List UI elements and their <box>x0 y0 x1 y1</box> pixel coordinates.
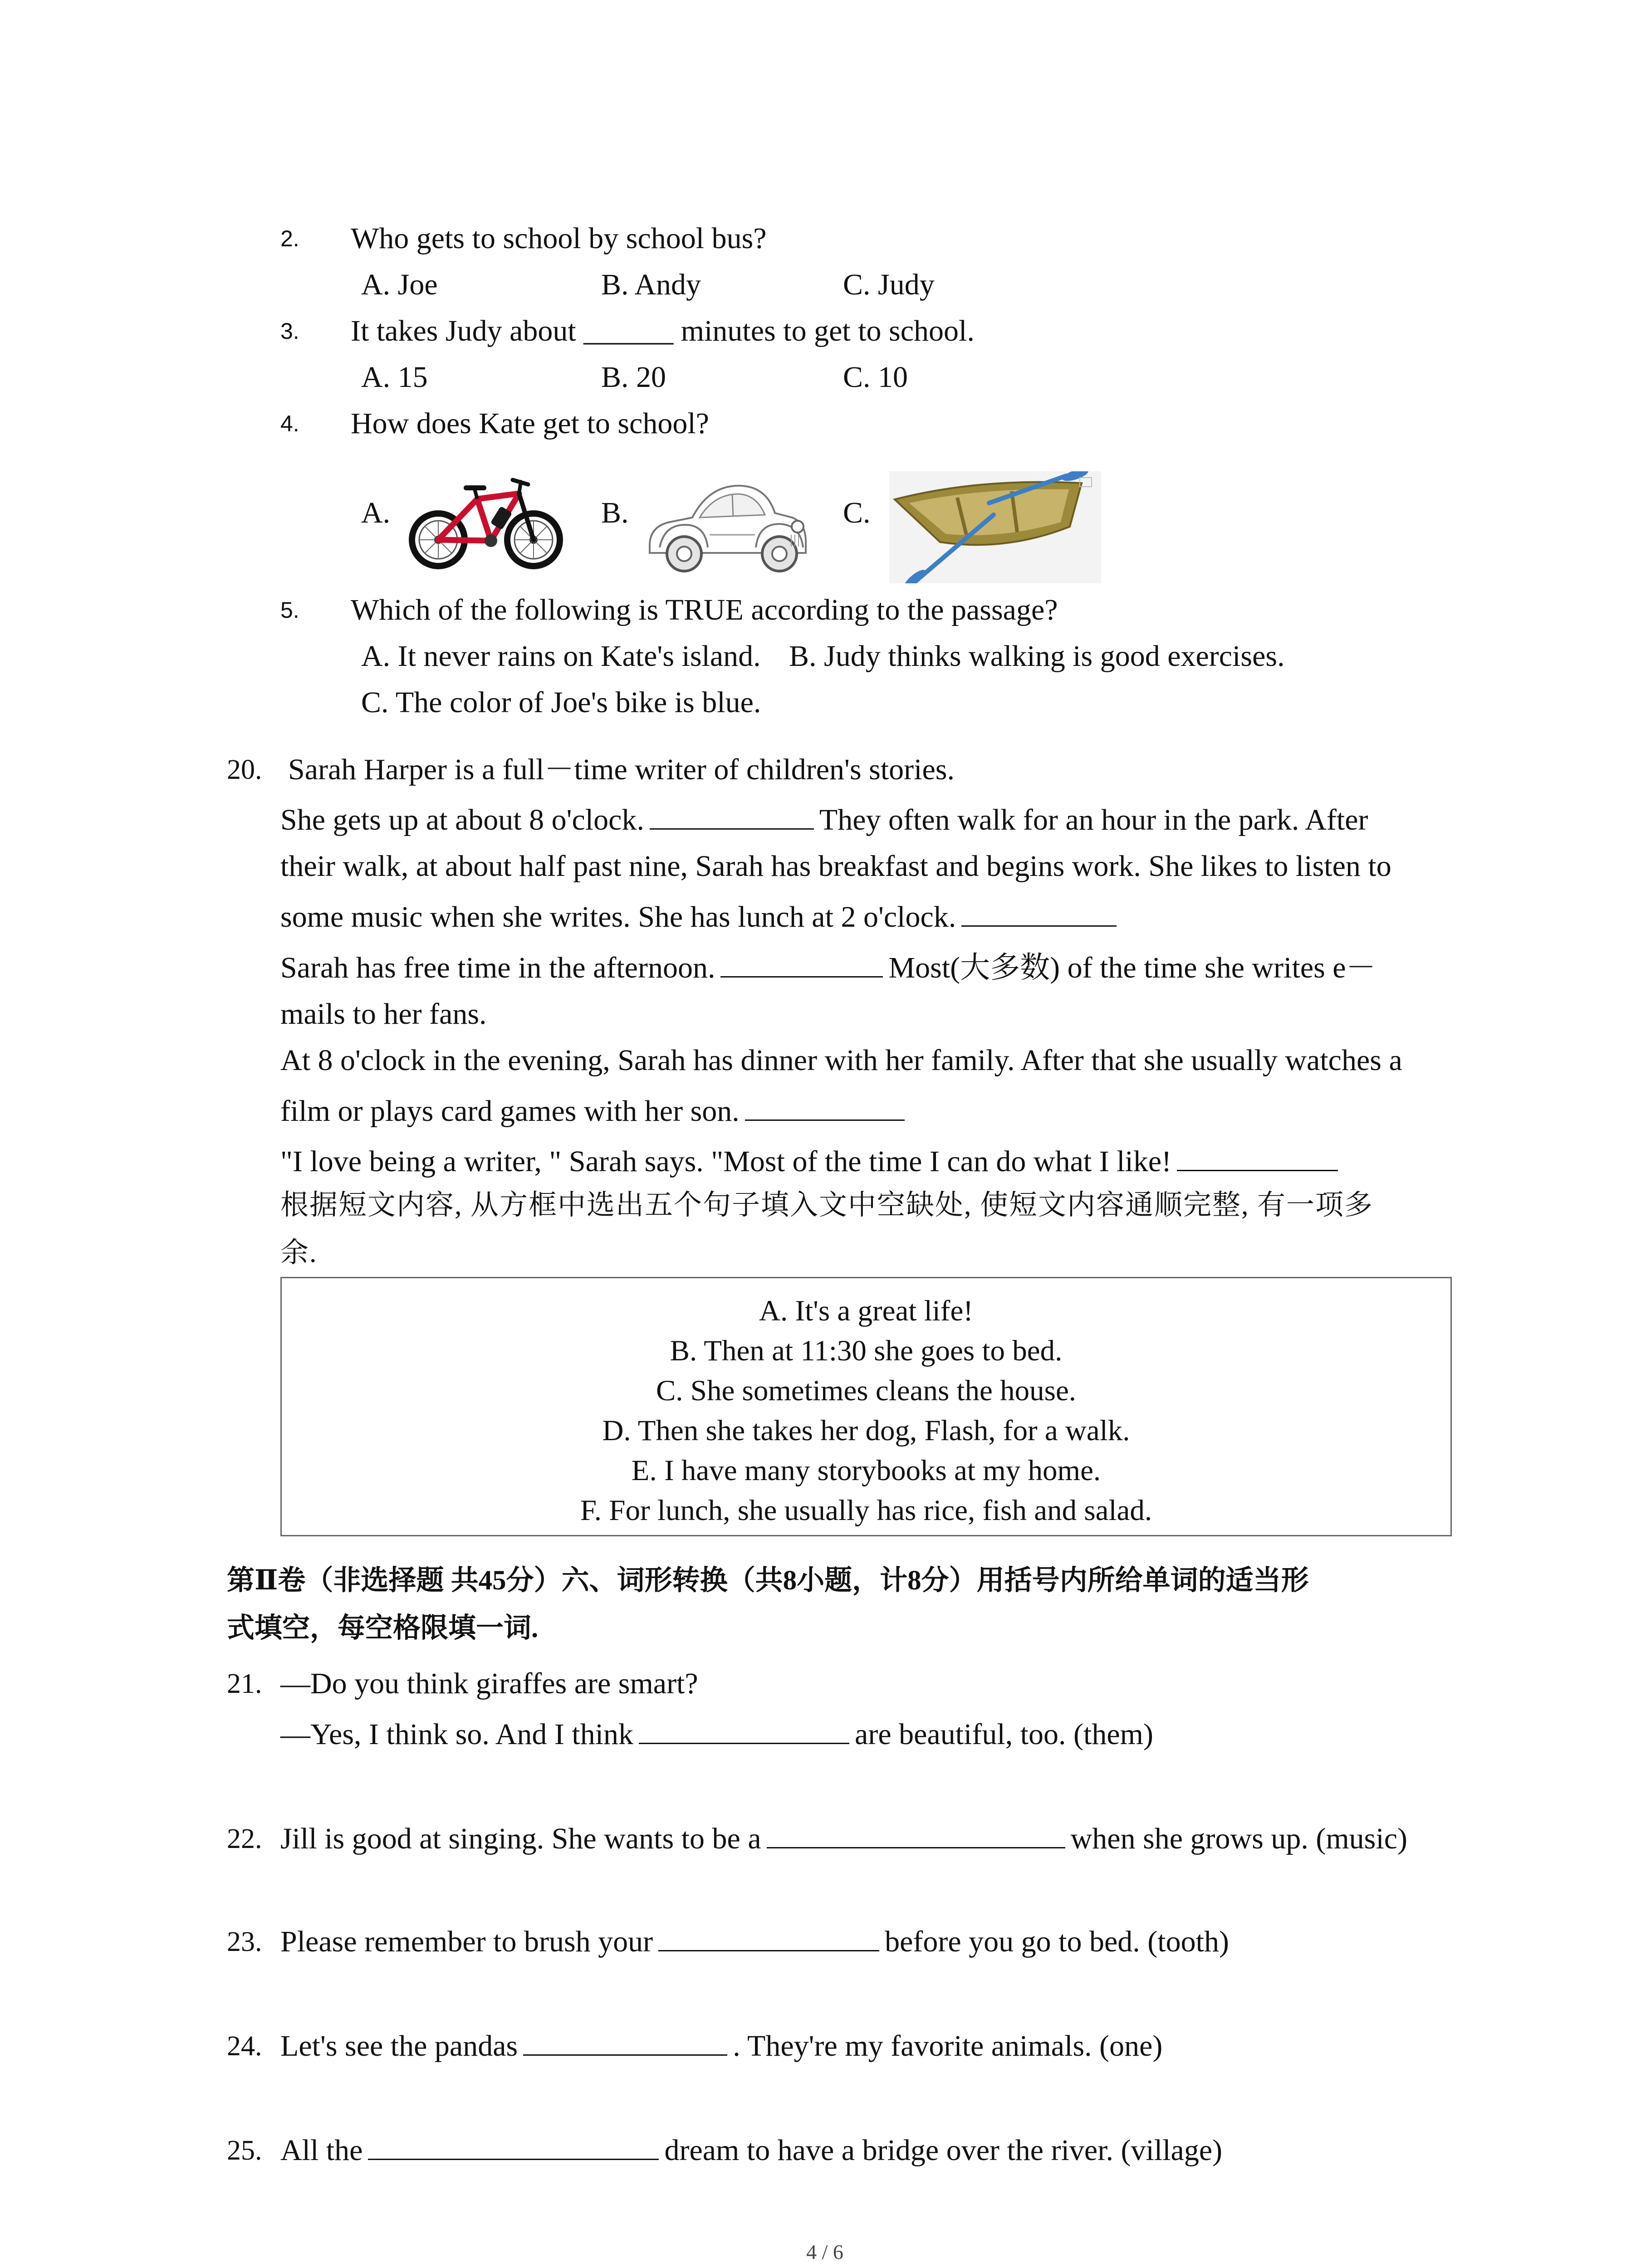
question-24-text <box>280 2030 1162 2062</box>
question-2-option-a: A. Joe <box>361 268 438 301</box>
answer-blank <box>650 805 814 830</box>
answer-blank <box>368 2135 659 2160</box>
question-3-text-after: minutes to get to school. <box>681 314 975 347</box>
question-2-text: Who gets to school by school bus? <box>351 222 767 255</box>
answer-blank <box>523 2031 727 2056</box>
question-text: All the <box>280 2134 363 2167</box>
boat-image <box>889 471 1101 583</box>
question-24-number: 24. <box>227 2031 262 2062</box>
passage-line <box>280 901 1122 933</box>
passage-text: Sarah has free time in the afternoon. <box>280 951 715 984</box>
answer-blank <box>767 1823 1065 1848</box>
question-3-text <box>351 315 975 347</box>
question-20-instruction: 根据短文内容, 从方框中选出五个句子填入文中空缺处, 使短文内容通顺完整, 有一项多 <box>280 1190 1374 1221</box>
question-3-option-a: A. 15 <box>361 361 428 394</box>
question-20-title: Sarah Harper is a full－time writer of children's stories. <box>288 753 955 786</box>
question-text: . They're my favorite animals. (one) <box>733 2029 1163 2063</box>
answer-blank <box>658 1926 879 1951</box>
question-3-number: 3. <box>280 318 299 344</box>
bicycle-image <box>406 463 567 572</box>
passage-line <box>280 952 1376 984</box>
sentence-choice-box <box>280 1277 1452 1536</box>
question-text: Let's see the pandas <box>280 2029 518 2063</box>
question-23-text <box>280 1926 1229 1958</box>
question-text: when she grows up. (music) <box>1070 1822 1407 1855</box>
question-4-option-c-label: C. <box>843 496 871 529</box>
car-image <box>642 467 813 577</box>
question-4-option-b-label: B. <box>601 496 629 529</box>
question-3-blank: ______ <box>583 314 674 347</box>
question-21-line-2 <box>280 1719 1153 1750</box>
question-5-option-a: A. It never rains on Kate's island. <box>361 640 761 673</box>
answer-blank <box>1177 1146 1338 1171</box>
passage-line <box>280 1095 910 1127</box>
section-heading: 式填空，每空格限填一词. <box>227 1613 539 1643</box>
passage-line: At 8 o'clock in the evening, Sarah has dinner with her family. After that she usually watches a <box>280 1044 1402 1077</box>
question-2-number: 2. <box>280 226 299 251</box>
question-20-number: 20. <box>227 754 262 785</box>
question-23-number: 23. <box>227 1926 262 1957</box>
question-20-instruction: 余. <box>280 1237 318 1268</box>
question-3-option-c: C. 10 <box>843 361 908 394</box>
question-5-option-b: B. Judy thinks walking is good exercises. <box>789 640 1285 673</box>
question-4-text: How does Kate get to school? <box>351 407 709 440</box>
question-4-option-a-label: A. <box>361 496 391 529</box>
question-22-text <box>280 1823 1407 1855</box>
passage-text: film or plays card games with her son. <box>280 1095 740 1128</box>
question-text: are beautiful, too. (them) <box>855 1718 1153 1751</box>
choice-b: B. Then at 11:30 she goes to bed. <box>670 1334 1063 1367</box>
question-text: Please remember to brush your <box>280 1925 653 1958</box>
answer-blank <box>639 1719 849 1744</box>
question-4-number: 4. <box>280 411 299 436</box>
question-21-number: 21. <box>227 1668 262 1699</box>
question-text: —Yes, I think so. And I think <box>280 1718 634 1751</box>
question-5-number: 5. <box>280 597 299 623</box>
passage-text: some music when she writes. She has lunch at 2 o'clock. <box>280 900 956 934</box>
answer-blank <box>745 1096 905 1121</box>
question-3-text-before: It takes Judy about <box>351 314 576 347</box>
passage-line: their walk, at about half past nine, Sarah has breakfast and begins work. She likes to listen to <box>280 850 1391 883</box>
question-5-option-c: C. The color of Joe's bike is blue. <box>361 686 761 719</box>
question-text: before you go to bed. (tooth) <box>885 1925 1229 1958</box>
question-5-text: Which of the following is TRUE according to the passage? <box>351 593 1058 626</box>
question-21-line-1: —Do you think giraffes are smart? <box>280 1667 698 1700</box>
choice-f: F. For lunch, she usually has rice, fish and salad. <box>580 1494 1152 1527</box>
question-22-number: 22. <box>227 1823 262 1854</box>
question-2-option-b: B. Andy <box>601 268 701 301</box>
passage-text: They often walk for an hour in the park. After <box>819 803 1368 836</box>
answer-blank <box>720 953 883 978</box>
question-text: dream to have a bridge over the river. (village) <box>664 2134 1223 2167</box>
passage-text: "I love being a writer, " Sarah says. "Most of the time I can do what I like! <box>280 1145 1172 1178</box>
passage-text: She gets up at about 8 o'clock. <box>280 803 644 836</box>
choice-c: C. She sometimes cleans the house. <box>656 1374 1077 1407</box>
section-heading: 第Ⅱ卷（非选择题 共45分）六、词形转换（共8小题，计8分）用括号内所给单词的适当形 <box>227 1565 1309 1596</box>
choice-e: E. I have many storybooks at my home. <box>631 1454 1101 1487</box>
question-text: Jill is good at singing. She wants to be a <box>280 1822 761 1855</box>
choice-a: A. It's a great life! <box>759 1295 973 1327</box>
passage-text: Most(大多数) of the time she writes e－ <box>888 951 1376 984</box>
choice-d: D. Then she takes her dog, Flash, for a walk. <box>602 1414 1130 1447</box>
passage-line <box>280 1146 1343 1178</box>
passage-line <box>280 804 1368 836</box>
answer-blank <box>961 902 1117 927</box>
question-2-option-c: C. Judy <box>843 268 935 301</box>
question-25-number: 25. <box>227 2135 262 2166</box>
question-3-option-b: B. 20 <box>601 361 666 394</box>
question-25-text <box>280 2135 1222 2166</box>
passage-line: mails to her fans. <box>280 997 487 1031</box>
page-number: 4 / 6 <box>806 2240 843 2263</box>
